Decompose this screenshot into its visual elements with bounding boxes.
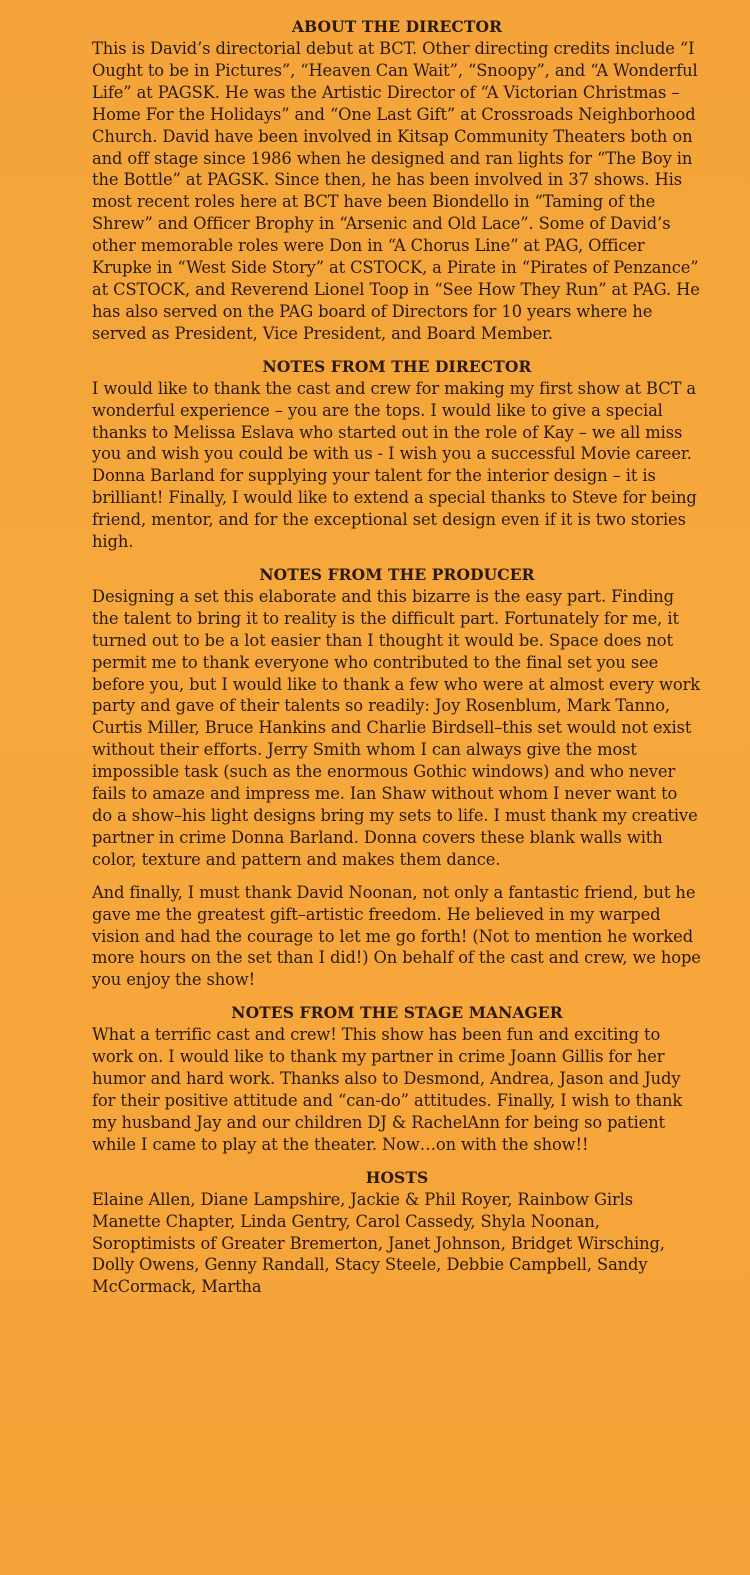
section-paragraph: Elaine Allen, Diane Lampshire, Jackie & Phil Royer, Rainbow Girls Manette Chapter, Linda Gentry, Carol Cassedy, Shyla Noonan, Soroptimists of Greater Bremerton, Janet Johnson, Bridget Wirsching, Dolly Owens, Genny Randall, Stacy Steele, Debbie Campbell, Sandy McCormack, Martha [92,1189,665,1297]
about-the-director-section [92,16,702,345]
hosts-section [92,1167,702,1299]
section-heading: NOTES FROM THE DIRECTOR [262,356,532,376]
section-heading: NOTES FROM THE PRODUCER [259,564,535,584]
section-heading: NOTES FROM THE STAGE MANAGER [231,1003,563,1023]
section-paragraph: I would like to thank the cast and crew for making my first show at BCT a wonderful experience – you are the tops. I would like to give a special thanks to Melissa Eslava who started out in the role of Kay – we all miss you and wish you could be with us - I wish you a successful Movie career. Donna Barland for supplying your talent for the interior design – it is brilliant! Finally, I would like to extend a special thanks to Steve for being friend, mentor, and for the exceptional set design even if it is two stories high. [92,378,697,552]
section-heading: HOSTS [365,1167,429,1187]
notes-from-stage-manager-section [92,1002,702,1155]
section-paragraph: What a terrific cast and crew! This show has been fun and exciting to work on. I would like to thank my partner in crime Joann Gillis for her humor and hard work. Thanks also to Desmond, Andrea, Jason and Judy for their positive attitude and “can-do” attitudes. Finally, I wish to thank my husband Jay and our children DJ & RachelAnn for being so patient while I came to play at the theater. Now…on with the show!! [92,1025,683,1154]
section-heading: ABOUT THE DIRECTOR [291,17,503,36]
section-paragraph: And finally, I must thank David Noonan, not only a fantastic friend, but he gave me the greatest gift–artistic freedom. He believed in my warped vision and had the courage to let me go forth! (Not to mention he worked more hours on the set than I did!) On behalf of the cast and crew, we hope you enjoy the show! [92,882,701,990]
program-content [92,16,702,1298]
notes-from-director-section [92,356,702,553]
section-paragraph: This is David’s directorial debut at BCT. Other directing credits include “I Ought to be in Pictures”, “Heaven Can Wait”, “Snoopy”, and “A Wonderful Life” at PAGSK. He was the Artistic Director of “A Victorian Christmas – Home For the Holidays” and “One Last Gift” at Crossroads Neighborhood Church. David have been involved in Kitsap Community Theaters both on and off stage since 1986 when he designed and ran lights for “The Boy in the Bottle” at PAGSK. Since then, he has been involved in 37 shows. His most recent roles here at BCT have been Biondello in “Taming of the Shrew” and Officer Brophy in “Arsenic and Old Lace”. Some of David’s other memorable roles were Don in “A Chorus Line” at PAG, Officer Krupke in “West Side Story” at CSTOCK, a Pirate in “Pirates of Penzance” at CSTOCK, and Reverend Lionel Toop in “See How They Run” at PAG. He has also served on the PAG board of Directors for 10 years where he served as President, Vice President, and Board Member. [92,39,700,343]
section-paragraph: Designing a set this elaborate and this bizarre is the easy part. Finding the talent to bring it to reality is the difficult part. Fortunately for me, it turned out to be a lot easier than I thought it would be. Space does not permit me to thank everyone who contributed to the final set you see before you, but I would like to thank a few who were at almost every work party and gave of their talents so readily: Joy Rosenblum, Mark Tanno, Curtis Miller, Bruce Hankins and Charlie Birdsell–this set would not exist without their efforts. Jerry Smith whom I can always give the most impossible task (such as the enormous Gothic windows) and who never fails to amaze and impress me. Ian Shaw without whom I never want to do a show–his light designs bring my sets to life. I must thank my creative partner in crime Donna Barland. Donna covers these blank walls with color, texture and pattern and makes them dance. [92,586,701,869]
notes-from-producer-section [92,564,702,991]
